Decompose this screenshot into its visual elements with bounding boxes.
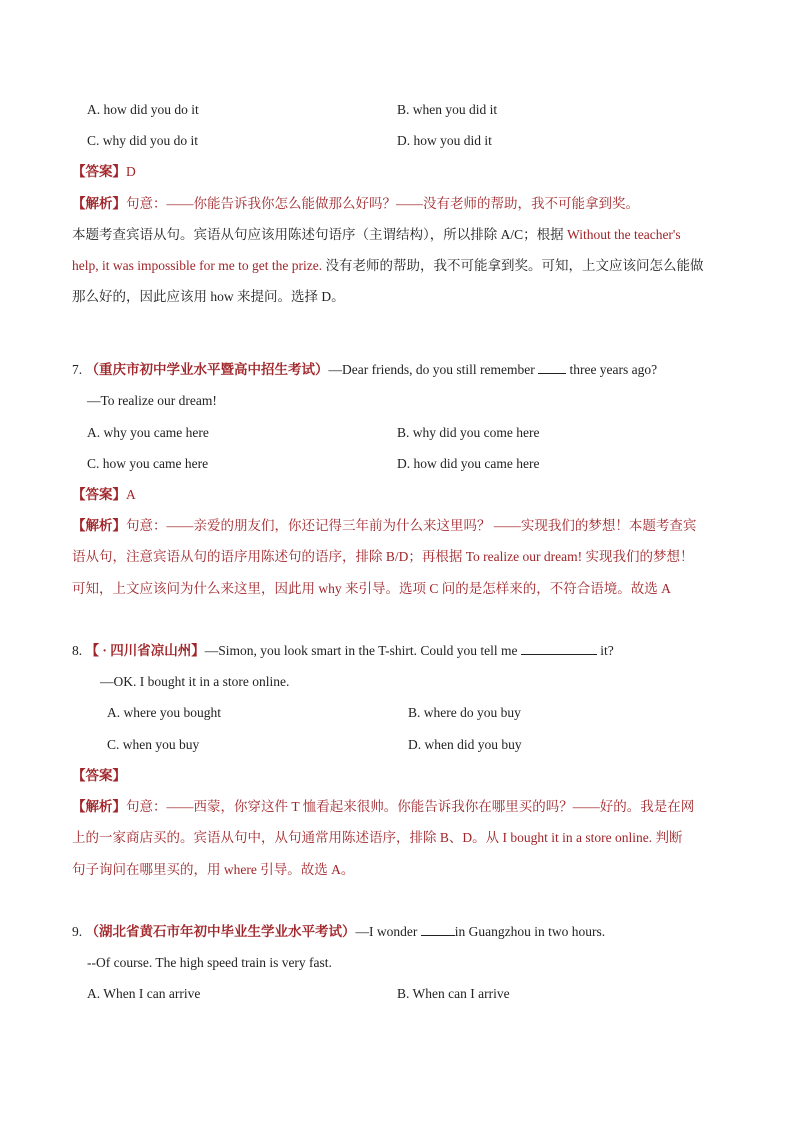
analysis-text: 句意：——亲爱的朋友们，你还记得三年前为什么来这里吗？ ——实现我们的梦想！本题考查宾 <box>126 518 697 533</box>
answer-value: A <box>126 487 136 502</box>
answer-tag: 【答案】 <box>72 768 126 783</box>
q7-analysis-line-3: 可知，上文应该问为什么来这里，因此用 why 来引导。选项 C 问的是怎样来的，不符合语境。故选 A <box>72 581 671 596</box>
q6-analysis-line-1 <box>72 194 639 214</box>
answer-blank <box>538 361 566 374</box>
q6-answer-line <box>72 162 136 182</box>
q9-stem <box>72 922 605 942</box>
question-stem: three years ago? <box>566 362 658 377</box>
q7-option-c: C. how you came here <box>87 456 209 471</box>
q8-answer-line <box>72 766 126 786</box>
answer-blank <box>421 923 455 936</box>
question-stem: in Guangzhou in two hours. <box>454 924 606 939</box>
q7-option-b: B. why did you come here <box>397 425 540 440</box>
q7-stem-reply: —To realize our dream! <box>87 393 217 408</box>
q6-option-a: A. how did you do it <box>87 102 199 117</box>
analysis-quote: I bought it in a store online. <box>502 830 653 845</box>
answer-tag: 【答案】 <box>72 164 126 179</box>
analysis-quote: help, it was impossible for me to get the prize. <box>72 258 323 273</box>
question-source: （重庆市初中学业水平暨高中招生考试） <box>85 362 329 377</box>
analysis-text: 句意：——你能告诉我你怎么能做那么好吗？——没有老师的帮助，我不可能拿到奖。 <box>126 196 639 211</box>
q8-stem <box>72 641 614 661</box>
q9-option-b: B. When can I arrive <box>397 986 510 1001</box>
question-stem: —Dear friends, do you still remember <box>328 362 539 377</box>
analysis-quote: Without the teacher's <box>567 227 681 242</box>
q8-option-a: A. where you bought <box>107 705 221 720</box>
q7-option-d: D. how did you came here <box>397 456 540 471</box>
q7-stem <box>72 360 657 380</box>
q6-analysis-line-3 <box>72 256 703 276</box>
question-source: 【 · 四川省凉山州】 <box>85 643 205 658</box>
q8-option-b: B. where do you buy <box>408 705 521 720</box>
question-stem: it? <box>596 643 614 658</box>
q8-option-c: C. when you buy <box>107 737 200 752</box>
analysis-text: 上的一家商店买的。宾语从句中，从句通常用陈述语序，排除 B、D。从 <box>72 830 503 845</box>
analysis-text: 句意：——西蒙，你穿这件 T 恤看起来很帅。你能告诉我你在哪里买的吗？——好的。我是在网 <box>126 799 695 814</box>
q7-answer-line <box>72 485 136 505</box>
analysis-text: 本题考查宾语从句。宾语从句应该用陈述句语序（主谓结构），所以排除 A/C；根据 <box>72 227 568 242</box>
analysis-tag: 【解析】 <box>72 799 126 814</box>
question-stem: —Simon, you look smart in the T-shirt. Could you tell me <box>204 643 521 658</box>
answer-tag: 【答案】 <box>72 487 126 502</box>
question-number: 8. <box>72 643 83 658</box>
answer-blank <box>521 642 597 655</box>
q7-option-a: A. why you came here <box>87 425 209 440</box>
analysis-tag: 【解析】 <box>72 518 126 533</box>
analysis-tag: 【解析】 <box>72 196 126 211</box>
answer-value: D <box>126 164 136 179</box>
q6-analysis-line-2 <box>72 225 681 245</box>
analysis-text: 判断 <box>652 830 683 845</box>
q8-analysis-line-2 <box>72 828 683 848</box>
q7-analysis-line-2: 语从句，注意宾语从句的语序用陈述句的语序，排除 B/D；再根据 To realize our dream! 实现我们的梦想！ <box>72 549 694 564</box>
q6-analysis-line-4: 那么好的，因此应该用 how 来提问。选择 D。 <box>72 289 345 304</box>
q6-option-c: C. why did you do it <box>87 133 199 148</box>
q9-option-a: A. When I can arrive <box>87 986 201 1001</box>
question-number: 7. <box>72 362 83 377</box>
q8-analysis-line-3: 句子询问在哪里买的，用 where 引导。故选 A。 <box>72 862 355 877</box>
analysis-text: 没有老师的帮助，我不可能拿到奖。可知，上文应该问怎么能做 <box>322 258 704 273</box>
q8-option-d: D. when did you buy <box>408 737 522 752</box>
q9-stem-reply: --Of course. The high speed train is very fast. <box>87 955 332 970</box>
q7-analysis-line-1 <box>72 516 696 536</box>
q8-analysis-line-1 <box>72 797 694 817</box>
q6-option-d: D. how you did it <box>397 133 492 148</box>
question-source: （湖北省黄石市年初中毕业生学业水平考试） <box>85 924 356 939</box>
q6-option-b: B. when you did it <box>397 102 498 117</box>
question-number: 9. <box>72 924 83 939</box>
question-stem: —I wonder <box>355 924 421 939</box>
q8-stem-reply: —OK. I bought it in a store online. <box>100 674 290 689</box>
